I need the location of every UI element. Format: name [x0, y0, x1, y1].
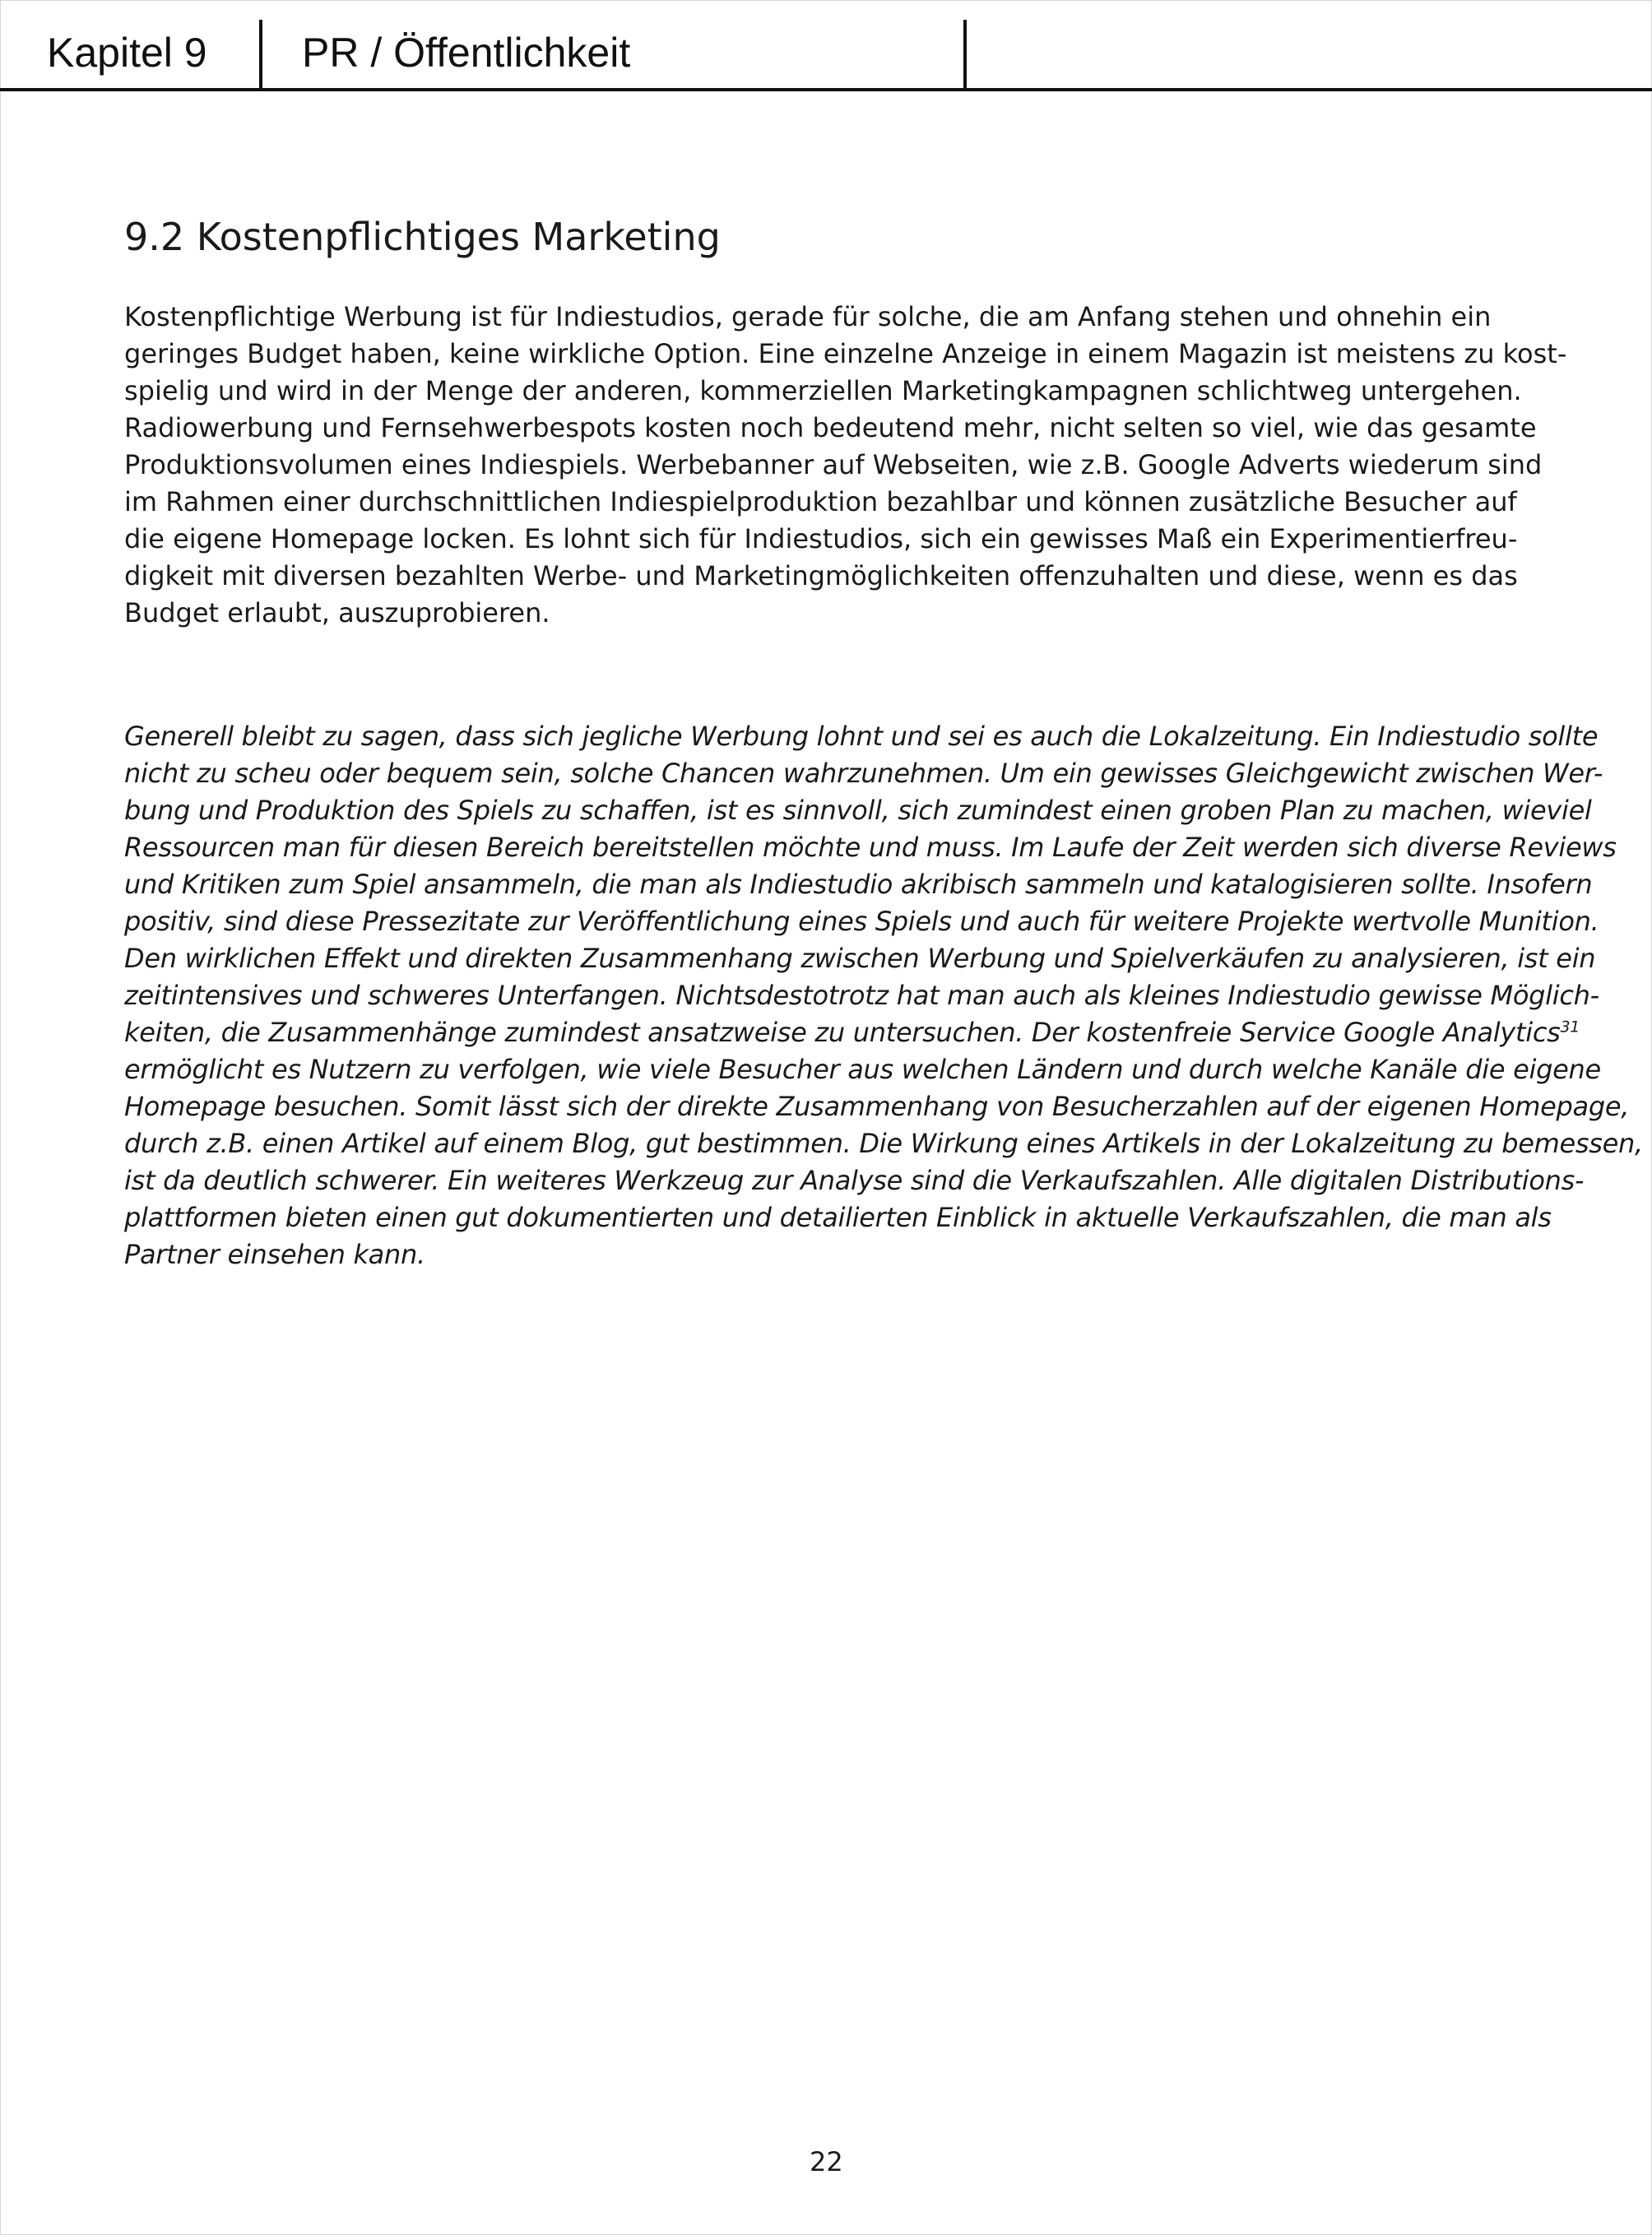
text-line: ist da deutlich schwerer. Ein weiteres Werkzeug zur Analyse sind die Verkaufszahlen. Alle digitalen Distributions-: [124, 1165, 1585, 1196]
text-line: Partner einsehen kann.: [124, 1239, 425, 1270]
text-line: Produktionsvolumen eines Indiespiels. Werbebanner auf Webseiten, wie z.B. Google Adverts wiederum sind: [124, 449, 1543, 480]
section-label: PR / Öffentlichkeit: [302, 30, 631, 76]
text-line: Kostenpflichtige Werbung ist für Indiestudios, gerade für solche, die am Anfang stehen und ohnehin ein: [124, 301, 1492, 332]
text-line: nicht zu scheu oder bequem sein, solche Chancen wahrzunehmen. Um ein gewisses Gleichgewicht zwischen Wer-: [124, 758, 1603, 789]
text-line: spielig und wird in der Menge der anderen, kommerziellen Marketingkampagnen schlichtweg untergehen.: [124, 375, 1522, 406]
text-line: im Rahmen einer durchschnittlichen Indiespielproduktion bezahlbar und können zusätzliche Besucher auf: [124, 486, 1517, 517]
text-line: Den wirklichen Effekt und direkten Zusammenhang zwischen Werbung und Spielverkäufen zu analysieren, ist ein: [124, 943, 1596, 974]
text-line: Generell bleibt zu sagen, dass sich jegliche Werbung lohnt und sei es auch die Lokalzeitung. Ein Indiestudio sollte: [124, 721, 1599, 752]
paragraph-italic-summary: [124, 718, 1643, 1273]
text-line: zeitintensives und schweres Unterfangen. Nichtsdestotrotz hat man auch als kleines Indiestudio gewisse Möglich-: [124, 980, 1599, 1011]
text-line: Budget erlaubt, auszuprobieren.: [124, 597, 550, 628]
text-line: geringes Budget haben, keine wirkliche Option. Eine einzelne Anzeige in einem Magazin ist meistens zu kost-: [124, 338, 1567, 369]
text-line: ermöglicht es Nutzern zu verfolgen, wie viele Besucher aus welchen Ländern und durch welche Kanäle die eigene: [124, 1054, 1601, 1085]
text-line: die eigene Homepage locken. Es lohnt sich für Indiestudios, sich ein gewisses Maß ein Experimentierfreu-: [124, 523, 1518, 554]
text-line: positiv, sind diese Pressezitate zur Veröffentlichung eines Spiels und auch für weitere Projekte wertvolle Munition.: [124, 906, 1599, 937]
page-number: 22: [810, 2146, 843, 2177]
text-line: und Kritiken zum Spiel ansammeln, die man als Indiestudio akribisch sammeln und katalogisieren sollte. Insofern: [124, 869, 1593, 900]
header-rule: [0, 88, 1652, 91]
paragraph-paid-marketing: [124, 299, 1567, 632]
header-divider-left: [259, 20, 262, 90]
text-line: plattformen bieten einen gut dokumentierten und detailierten Einblick in aktuelle Verkaufszahlen, die man als: [124, 1202, 1552, 1233]
text-line: Ressourcen man für diesen Bereich bereitstellen möchte und muss. Im Laufe der Zeit werden sich diverse Reviews: [124, 832, 1617, 863]
section-heading: 9.2 Kostenpflichtiges Marketing: [124, 215, 721, 259]
header-divider-right: [963, 20, 967, 90]
chapter-label: Kapitel 9: [47, 30, 207, 76]
text-line-with-footnote: [124, 1014, 1580, 1051]
text-line: digkeit mit diversen bezahlten Werbe- und Marketingmöglichkeiten offenzuhalten und diese, wenn es das: [124, 560, 1518, 591]
page-header: [0, 0, 1652, 90]
text-line: Homepage besuchen. Somit lässt sich der direkte Zusammenhang von Besucherzahlen auf der eigenen Homepage,: [124, 1091, 1630, 1122]
text-line: Radiowerbung und Fernsehwerbespots kosten noch bedeutend mehr, nicht selten so viel, wie das gesamte: [124, 412, 1537, 443]
footnote-reference[interactable]: 31: [1560, 1018, 1580, 1036]
text-line: durch z.B. einen Artikel auf einem Blog, gut bestimmen. Die Wirkung eines Artikels in der Lokalzeitung zu bemessen,: [124, 1128, 1643, 1159]
text-line-content: keiten, die Zusammenhänge zumindest ansatzweise zu untersuchen. Der kostenfreie Service Google Analytics: [124, 1017, 1561, 1048]
text-line: bung und Produktion des Spiels zu schaffen, ist es sinnvoll, sich zumindest einen groben Plan zu machen, wieviel: [124, 795, 1592, 826]
